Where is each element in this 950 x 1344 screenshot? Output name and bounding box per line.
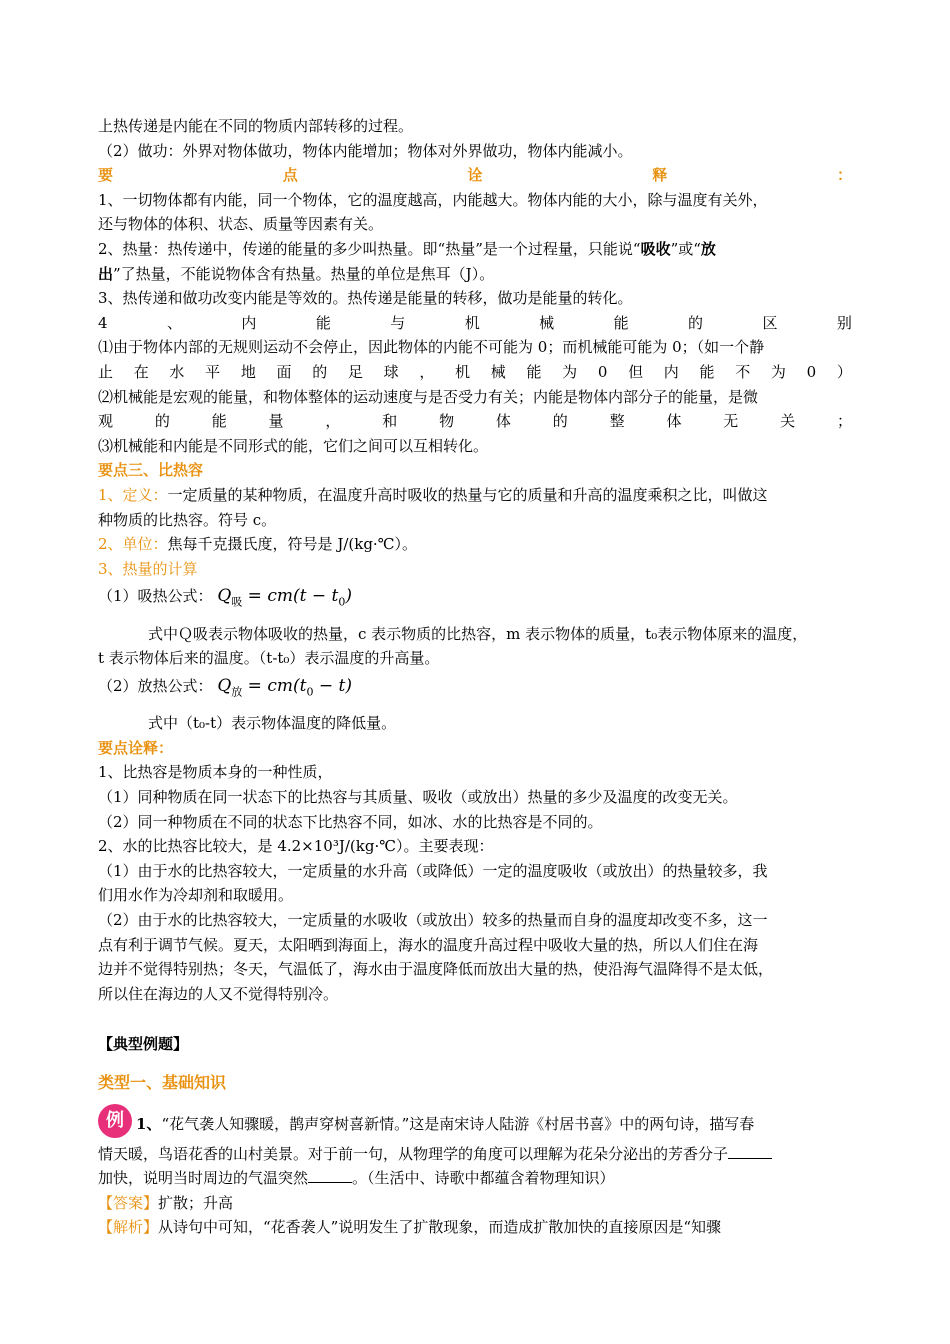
text-line xyxy=(98,1166,852,1191)
typical-examples-heading: 【典型例题】 xyxy=(98,1035,189,1054)
spread-char: 为 xyxy=(770,362,786,381)
spread-char: 不 xyxy=(735,362,751,381)
text-span: 焦每千克摄氏度，符号是 J/(kg·℃）。 xyxy=(167,535,417,554)
spread-char: 体 xyxy=(666,412,682,431)
text-line: 所以住在海边的人又不觉得特别冷。 xyxy=(98,984,339,1003)
text-line: 们用水作为冷却剂和取暖用。 xyxy=(98,886,294,905)
text-span: 一定质量的某种物质，在温度升高时吸收的热量与它的质量和升高的温度乘积之比，叫做这 xyxy=(167,485,768,504)
text-line: t 表示物体后来的温度。（t-t₀）表示温度的升高量。 xyxy=(98,649,440,668)
spread-char: 水 xyxy=(169,362,185,381)
answer-label: 【答案】 xyxy=(98,1193,159,1212)
yaodian-heading xyxy=(98,163,852,188)
example-number: 1、 xyxy=(136,1114,162,1133)
heading-char: 点 xyxy=(282,166,298,185)
spread-char: 物 xyxy=(439,412,455,431)
section-heading: 要点三、比热容 xyxy=(98,461,204,480)
text-line: 2、水的比热容比较大，是 4.2×10³J/(kg·℃）。主要表现： xyxy=(98,837,494,856)
example-line xyxy=(98,1108,852,1142)
bold-term: 放 xyxy=(700,239,716,258)
bold-term: 出 xyxy=(98,264,114,283)
spread-char: 在 xyxy=(133,362,149,381)
text-line: （2）由于水的比热容较大，一定质量的水吸收（或放出）较多的热量而自身的温度却改变不多，这一 xyxy=(98,911,768,929)
text-span: “花气袭人知骤暖，鹊声穿树喜新情。”这是南宋诗人陆游《村居书喜》中的两句诗，描写春 xyxy=(161,1114,755,1133)
type-heading: 类型一、基础知识 xyxy=(98,1072,227,1092)
spread-char: 的 xyxy=(154,412,170,431)
justified-line xyxy=(98,311,852,336)
text-span: 加快，说明当时周边的气温突然 xyxy=(98,1169,309,1188)
formula-label: （2）放热公式： xyxy=(98,676,213,695)
term-label: 1、定义： xyxy=(98,485,168,504)
heading-char: 释 xyxy=(652,166,668,185)
text-line: 边并不觉得特别热；冬天，气温低了，海水由于温度降低而放出大量的热，使沿海气温降得不是太低， xyxy=(98,960,774,979)
spread-char: 能 xyxy=(699,362,715,381)
spread-char: 械 xyxy=(490,362,506,381)
spread-char: ） xyxy=(836,362,852,381)
spread-char: 球 xyxy=(383,362,399,381)
spread-char: 0 xyxy=(597,362,608,381)
spread-char: 和 xyxy=(382,412,398,431)
text-span: ”了热量，不能说物体含有热量。热量的单位是焦耳（J）。 xyxy=(113,264,495,283)
text-span: 2、热量：热传递中，传递的能量的多少叫热量。即“热量”是一个过程量，只能说“ xyxy=(98,239,641,258)
spread-char: 观 xyxy=(98,412,114,431)
text-line: 种物质的比热容。符号 c。 xyxy=(98,510,277,529)
spread-char: 能 xyxy=(211,412,227,431)
spread-char: 能 xyxy=(526,362,542,381)
text-line xyxy=(98,532,852,557)
spread-char: 地 xyxy=(240,362,256,381)
analysis-label: 【解析】 xyxy=(98,1218,159,1237)
term-label: 2、单位： xyxy=(98,535,168,554)
heading-char: 要 xyxy=(98,166,114,185)
text-span: 情天暖，鸟语花香的山村美景。对于前一句，从物理学的角度可以理解为花朵分泌出的芳香分子 xyxy=(98,1144,729,1163)
spread-char: 能 xyxy=(613,313,629,332)
formula-label: （1）吸热公式： xyxy=(98,587,213,606)
spread-char: 能 xyxy=(315,313,331,332)
text-line xyxy=(98,483,852,508)
spread-char: 整 xyxy=(609,412,625,431)
section-heading: 要点诠释： xyxy=(98,738,174,757)
spread-char: 面 xyxy=(276,362,292,381)
spread-char: ， xyxy=(419,362,435,381)
spread-char: 但 xyxy=(628,362,644,381)
text-line: 还与物体的体积、状态、质量等因素有关。 xyxy=(98,215,384,234)
text-line: 1、比热容是物质本身的一种性质， xyxy=(98,763,333,782)
spread-char: 关 xyxy=(780,412,796,431)
release-formula: $Q_放 = cm(t_0 - t)$ xyxy=(217,675,352,699)
spread-char: ； xyxy=(836,412,852,431)
spread-char: 平 xyxy=(205,362,221,381)
analysis-text: 从诗句中可知，“花香袭人”说明发生了扩散现象，而造成扩散加快的直接原因是“知骤 xyxy=(158,1218,722,1237)
text-line: ⑴由于物体内部的无规则运动不会停止，因此物体的内能不可能为 0；而机械能可能为 0；（如一个静 xyxy=(98,338,765,357)
answer-blank xyxy=(308,1168,352,1183)
spread-char: ， xyxy=(325,412,341,431)
text-line: 上热传递是内能在不同的物质内部转移的过程。 xyxy=(98,117,414,135)
text-line: 点有利于调节气候。夏天，太阳晒到海面上，海水的温度升高过程中吸收大量的热，所以人们住在海 xyxy=(98,935,759,954)
text-line: （2）同一种物质在不同的状态下比热容不同，如冰、水的比热容是不同的。 xyxy=(98,812,603,831)
heading-char: 诠 xyxy=(467,166,483,185)
spread-char: 别 xyxy=(836,313,852,332)
spread-char: 、 xyxy=(166,313,182,332)
spread-char: 止 xyxy=(98,362,114,381)
spread-char: 机 xyxy=(464,313,480,332)
text-line: 式中（t₀-t）表示物体温度的降低量。 xyxy=(148,714,397,733)
spread-char: 无 xyxy=(723,412,739,431)
spread-char: 与 xyxy=(390,313,406,332)
text-span: 。（生活中、诗歌中都蕴含着物理知识） xyxy=(352,1169,615,1188)
spread-char: 内 xyxy=(241,313,257,332)
spread-char: 0 xyxy=(806,362,817,381)
spread-char: 区 xyxy=(762,313,778,332)
text-line: （2）做功：外界对物体做功，物体内能增加；物体对外界做功，物体内能减小。 xyxy=(98,141,633,160)
text-line: 式中Ｑ吸表示物体吸收的热量，c 表示物质的比热容，m 表示物体的质量，t₀表示物体原来的温度， xyxy=(148,624,808,643)
spread-char: 体 xyxy=(495,412,511,431)
answer-text: 扩散；升高 xyxy=(158,1193,234,1212)
text-line: （1）由于水的比热容较大，一定质量的水升高（或降低）一定的温度吸收（或放出）的热量较多，我 xyxy=(98,861,768,880)
spread-char: 为 xyxy=(562,362,578,381)
absorb-formula: $Q_吸 = cm(t - t_0)$ xyxy=(217,586,352,609)
sub-heading: 3、热量的计算 xyxy=(98,559,198,578)
spread-char: 量 xyxy=(268,412,284,431)
justified-line xyxy=(98,409,852,434)
text-line: 1、一切物体都有内能，同一个物体，它的温度越高，内能越大。物体内能的大小，除与温度有关外， xyxy=(98,190,768,209)
justified-line xyxy=(98,360,852,385)
bold-term: 吸收 xyxy=(640,239,671,258)
spread-char: 的 xyxy=(688,313,704,332)
text-line: ⑶机械能和内能是不同形式的能，它们之间可以互相转化。 xyxy=(98,436,489,455)
spread-char: 械 xyxy=(539,313,555,332)
spread-char: 足 xyxy=(347,362,363,381)
text-line xyxy=(98,262,852,287)
text-line: （1）同种物质在同一状态下的比热容与其质量、吸收（或放出）热量的多少及温度的改变无关。 xyxy=(98,788,738,807)
document-page xyxy=(98,114,852,1240)
text-line xyxy=(98,1142,852,1167)
heading-char: ： xyxy=(836,166,852,185)
spread-char: 4 xyxy=(98,313,108,332)
formula-line xyxy=(98,581,852,617)
text-line: 3、热传递和做功改变内能是等效的。热传递是能量的转移，做功是能量的转化。 xyxy=(98,289,633,308)
text-line: ⑵机械能是宏观的能量，和物体整体的运动速度与是否受力有关；内能是物体内部分子的能量，是微 xyxy=(98,387,759,406)
text-span: ”或“ xyxy=(670,239,701,258)
text-line xyxy=(98,237,852,262)
answer-blank xyxy=(728,1144,772,1159)
spread-char: 的 xyxy=(312,362,328,381)
answer-line xyxy=(98,1191,852,1216)
example-badge-icon: 例 xyxy=(98,1104,132,1138)
spread-char: 机 xyxy=(455,362,471,381)
spread-char: 内 xyxy=(663,362,679,381)
analysis-line xyxy=(98,1215,852,1240)
formula-line xyxy=(98,671,852,707)
spread-char: 的 xyxy=(552,412,568,431)
